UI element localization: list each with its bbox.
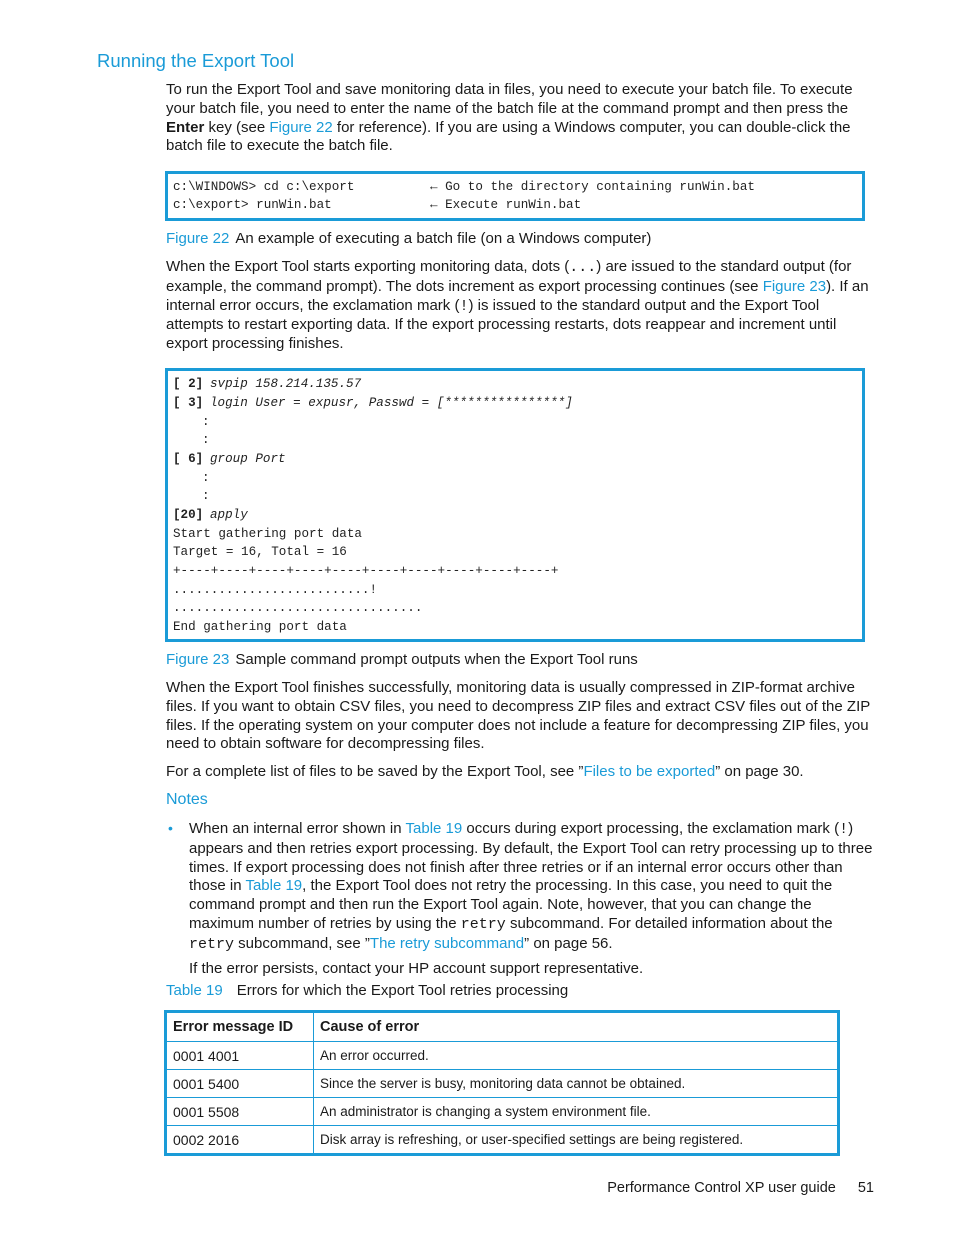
column-header: Cause of error xyxy=(314,1012,839,1042)
text: internal error occurs, the exclamation mark ( xyxy=(166,296,460,314)
command-text: apply xyxy=(210,508,248,522)
notes-line-1 xyxy=(189,820,875,840)
text: subcommand. For detailed information about the xyxy=(505,914,833,932)
notes-line-6 xyxy=(189,915,875,935)
table-19-label: Table 19 xyxy=(166,982,223,999)
section-heading: Running the Export Tool xyxy=(97,50,295,71)
step-number: [20] xyxy=(173,508,204,522)
text: ) are issued to the standard output (for xyxy=(596,258,852,275)
retry-code: retry xyxy=(189,935,235,953)
intro-paragraph xyxy=(166,81,874,156)
table-19-link[interactable]: Table 19 xyxy=(245,877,303,895)
enter-key-label: Enter xyxy=(166,118,205,136)
error-id-cell: 0001 5400 xyxy=(166,1070,314,1098)
figure-22-caption xyxy=(166,230,651,247)
text: occurs during export processing, the exclamation mark ( xyxy=(462,820,840,837)
table-header-row xyxy=(166,1012,839,1042)
error-id-cell: 0001 4001 xyxy=(166,1042,314,1070)
para2-line-4: attempts to restart exporting data. If the export processing restarts, dots reappear and increment until xyxy=(166,316,837,334)
notes-line-3: times. If export processing does not finish after three retries or if an internal error occurs other than xyxy=(189,858,843,876)
ellipsis-colon: : xyxy=(202,489,210,503)
notes-heading: Notes xyxy=(166,791,208,808)
retry-code: retry xyxy=(460,915,506,933)
para3-line-1: When the Export Tool finishes successfully, monitoring data is usually compressed in ZIP-format archive xyxy=(166,679,855,696)
text: those in xyxy=(189,877,246,895)
command-text: login User = expusr, Passwd = [****************] xyxy=(210,396,573,410)
text: When the Export Tool starts exporting monitoring data, dots ( xyxy=(166,258,570,275)
para2-line-1 xyxy=(166,258,874,278)
error-id-cell: 0001 5508 xyxy=(166,1098,314,1126)
table-19-link[interactable]: Table 19 xyxy=(405,820,463,837)
notes-line-8: If the error persists, contact your HP account support representative. xyxy=(189,959,644,977)
caption-text: An example of executing a batch file (on a Windows computer) xyxy=(235,230,652,247)
code-line: c:\WINDOWS> cd c:\export xyxy=(173,180,355,194)
text: ” on page 30. xyxy=(715,763,804,780)
column-header: Error message ID xyxy=(166,1012,314,1042)
code-annotation: ← Go to the directory containing runWin.bat xyxy=(430,180,755,194)
cause-cell: Since the server is busy, monitoring data cannot be obtained. xyxy=(314,1070,839,1098)
notes-line-5: command prompt and then run the Export Tool again. Note, however, that you can change the xyxy=(189,896,812,914)
figure-23-label: Figure 23 xyxy=(166,651,230,668)
cause-cell: An administrator is changing a system environment file. xyxy=(314,1098,839,1126)
figure-23-link[interactable]: Figure 23 xyxy=(762,277,827,295)
footer-title: Performance Control XP user guide xyxy=(607,1180,836,1196)
ellipsis-colon: : xyxy=(202,433,210,447)
dots-code: ... xyxy=(569,259,597,276)
text: maximum number of retries by using the xyxy=(189,914,461,932)
para3-line-2: files. If you want to obtain CSV files, you need to decompress ZIP files and extract CSV files out of the ZIP xyxy=(166,697,871,715)
figure-22-link[interactable]: Figure 22 xyxy=(269,118,333,136)
bullet-icon: • xyxy=(168,820,173,836)
output-line: Start gathering port data xyxy=(173,527,362,541)
code-annotation: ← Execute runWin.bat xyxy=(430,198,582,212)
text: ) xyxy=(848,820,854,837)
caption-text: Errors for which the Export Tool retries processing xyxy=(236,982,569,999)
ellipsis-colon: : xyxy=(202,471,210,485)
progress-dots: ................................. xyxy=(173,601,423,615)
exclamation-code: ! xyxy=(839,821,849,838)
files-paragraph xyxy=(166,763,874,782)
figure-23-code-box xyxy=(165,368,865,642)
notes-line-7 xyxy=(189,935,875,955)
para3-line-3: files. If the operating system on your computer does not include a feature for decompressing ZIP files, you xyxy=(166,716,869,734)
command-text: group Port xyxy=(210,452,286,466)
table-row xyxy=(166,1042,839,1070)
figure-22-label: Figure 22 xyxy=(166,230,230,247)
cause-cell: An error occurred. xyxy=(314,1042,839,1070)
intro-text: for reference). If you are using a Windows computer, you can double-click the xyxy=(332,118,851,136)
intro-text: key (see xyxy=(204,118,270,136)
caption-text: Sample command prompt outputs when the Export Tool runs xyxy=(235,651,638,668)
text: ) is issued to the standard output and the Export Tool xyxy=(468,296,820,314)
figure-22-code-box xyxy=(165,171,865,221)
step-number: [ 3] xyxy=(173,396,204,410)
cause-cell: Disk array is refreshing, or user-specified settings are being registered. xyxy=(314,1126,839,1155)
notes-paragraph xyxy=(189,820,875,978)
table-19-caption xyxy=(166,982,568,999)
table-row xyxy=(166,1070,839,1098)
output-line: End gathering port data xyxy=(173,620,347,634)
ellipsis-colon: : xyxy=(202,415,210,429)
intro-line-4: batch file to execute the batch file. xyxy=(166,137,393,155)
exclamation-code: ! xyxy=(459,297,469,315)
table-row xyxy=(166,1126,839,1155)
intro-line-3 xyxy=(166,119,874,138)
para2-line-5: export processing finishes. xyxy=(166,335,344,353)
notes-line-4 xyxy=(189,877,875,896)
step-number: [ 2] xyxy=(173,377,204,391)
figure-23-caption xyxy=(166,651,638,668)
para3-line-4: need to obtain software for decompressing files. xyxy=(166,735,485,753)
command-text: svpip 158.214.135.57 xyxy=(210,377,362,391)
zip-paragraph xyxy=(166,679,874,754)
output-line: Target = 16, Total = 16 xyxy=(173,545,347,559)
text: subcommand, see ” xyxy=(234,934,370,952)
text: , the Export Tool does not retry the processing. In this case, you need to quit the xyxy=(302,877,833,895)
files-to-be-exported-link[interactable]: Files to be exported xyxy=(583,763,716,780)
dots-paragraph xyxy=(166,258,874,354)
errors-table xyxy=(164,1010,840,1156)
error-id-cell: 0002 2016 xyxy=(166,1126,314,1155)
table-row xyxy=(166,1098,839,1126)
text: For a complete list of files to be saved by the Export Tool, see ” xyxy=(166,763,584,780)
para2-line-3 xyxy=(166,297,874,317)
text: example, the command prompt). The dots increment as export processing continues (see xyxy=(166,277,763,295)
notes-line-2: appears and then retries export processing. By default, the Export Tool can retry processing up to three xyxy=(189,839,873,857)
progress-ruler: +----+----+----+----+----+----+----+----+----+----+ xyxy=(173,564,559,578)
progress-dots: ..........................! xyxy=(173,583,378,597)
code-line: c:\export> runWin.bat xyxy=(173,198,332,212)
intro-line-2: your batch file, you need to enter the name of the batch file at the command prompt and then press the xyxy=(166,99,849,117)
page-number: 51 xyxy=(857,1180,874,1196)
text: ” on page 56. xyxy=(524,934,613,952)
retry-subcommand-link[interactable]: The retry subcommand xyxy=(369,934,525,952)
text: ). If an xyxy=(826,277,869,295)
para2-line-2 xyxy=(166,278,874,297)
step-number: [ 6] xyxy=(173,452,204,466)
page-footer xyxy=(607,1180,874,1196)
text: When an internal error shown in xyxy=(189,820,406,837)
intro-line-1: To run the Export Tool and save monitoring data in files, you need to execute your batch file. To execute xyxy=(166,81,853,98)
